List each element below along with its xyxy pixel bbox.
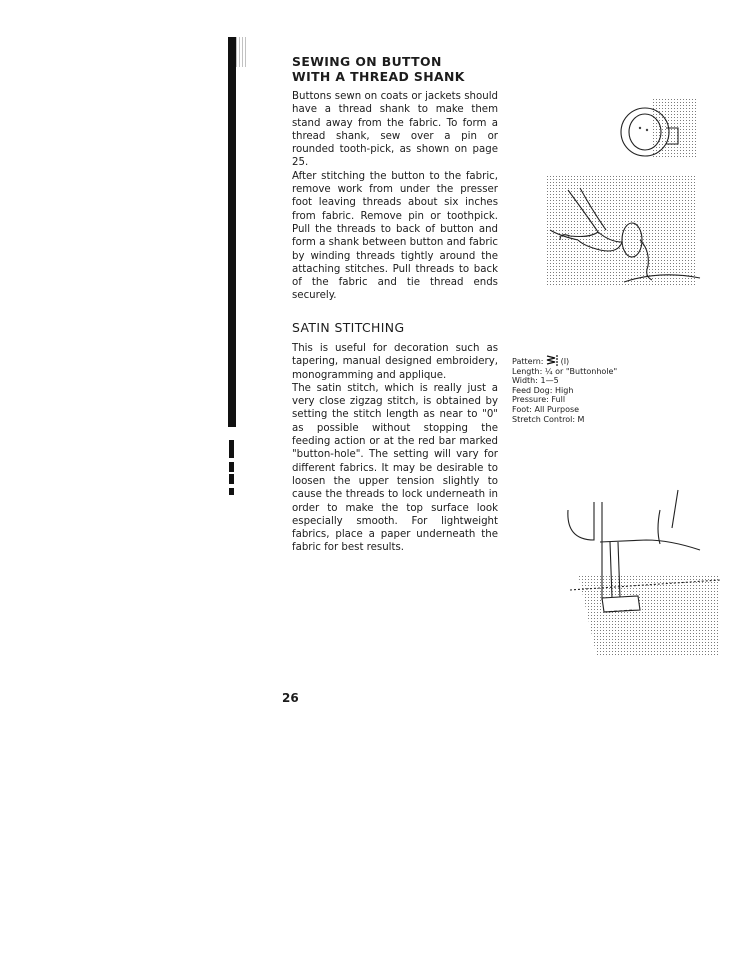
- pattern-row: [512, 355, 702, 367]
- foot-setting: Foot: All Purpose: [512, 404, 580, 414]
- margin-bar: [228, 37, 236, 427]
- page-number: 26: [282, 691, 299, 705]
- section-title: SATIN STITCHING: [292, 320, 405, 335]
- machine-settings: [512, 355, 702, 424]
- feed-dog-setting: Feed Dog: High: [512, 385, 574, 395]
- section-sewing-button: [292, 54, 502, 84]
- section-title-line2: WITH A THREAD SHANK: [292, 69, 465, 84]
- hand-winding-thread-illustration: [540, 170, 710, 295]
- paragraph: After stitching the button to the fabric, remove work from under the presser foot leaving threads about six inches from fabric. Remove pin or toothpick. Pull the threads to back of button and form a shank between button and fabric by winding threads tightly around the attaching stitches. Pull threads to back of the fabric and tie thread ends securely.: [292, 170, 498, 302]
- margin-bar-shadow: [236, 37, 248, 67]
- margin-mark: [229, 474, 234, 484]
- satin-pattern-icon: [546, 355, 558, 366]
- section-title-line1: SEWING ON BUTTON: [292, 54, 442, 69]
- paragraph: The satin stitch, which is really just a very close zigzag stitch, is obtained by setting the stitch length as near to "0" as possible without stopping the feeding action or at the red bar marked "button-hole". The setting will vary for different fabrics. It may be desirable to loosen the upper tension slightly to cause the threads to lock underneath in order to make the top surface look especially smooth. For lightweight fabrics, place a paper underneath the fabric for best results.: [292, 382, 498, 554]
- margin-mark: [229, 440, 234, 458]
- section-satin-body: [292, 342, 498, 555]
- paragraph: Buttons sewn on coats or jackets should have a thread shank to make them stand away from the fabric. To form a thread shank, sew over a pin or rounded tooth-pick, as shown on page 25.: [292, 91, 498, 169]
- section-satin-stitching: [292, 320, 502, 335]
- margin-mark: [229, 488, 234, 495]
- paragraph: This is useful for decoration such as tapering, manual designed embroidery, monogramming and applique.: [292, 343, 498, 381]
- presser-foot-illustration: [560, 480, 725, 660]
- button-illustration: [600, 100, 710, 170]
- pattern-label: Pattern:: [512, 357, 544, 366]
- width-setting: Width: 1—5: [512, 376, 559, 386]
- section-sewing-button-body: [292, 90, 498, 303]
- stretch-setting: Stretch Control: M: [512, 414, 585, 424]
- length-setting: Length: ¼ or "Buttonhole": [512, 366, 618, 376]
- pattern-value: (I): [560, 357, 570, 366]
- pressure-setting: Pressure: Full: [512, 395, 566, 405]
- margin-mark: [229, 462, 234, 472]
